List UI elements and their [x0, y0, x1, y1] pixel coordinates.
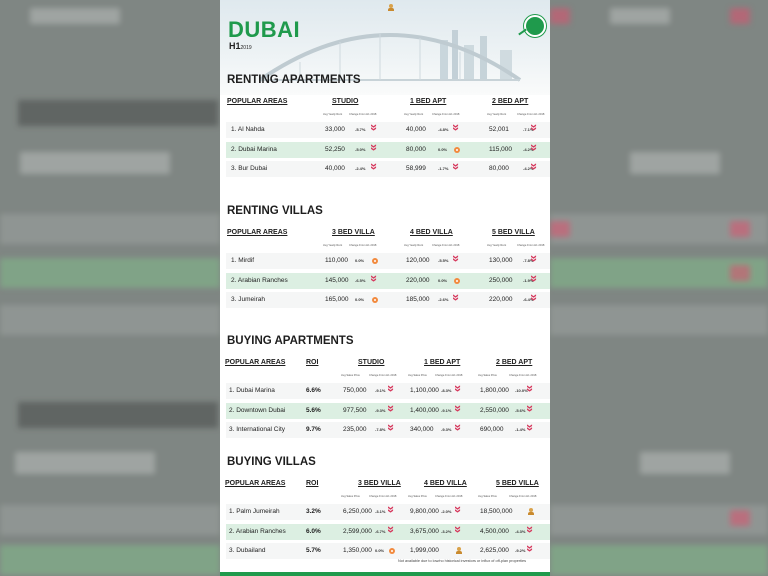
- change-value: -9.1%: [441, 407, 452, 413]
- sub-label-value: Avg Yearly Rent: [323, 244, 343, 247]
- area-name: 3. Dubailand: [229, 547, 266, 554]
- change-value: -3.2%: [441, 528, 452, 534]
- sub-label-value: Avg Yearly Rent: [404, 113, 424, 116]
- down-arrow-icon: [389, 508, 397, 516]
- roi-value: 6.0%: [306, 527, 321, 535]
- price-value: 9,800,000: [410, 508, 439, 515]
- price-value: 750,000: [343, 387, 367, 394]
- price-value: 40,000: [406, 126, 426, 133]
- change-value: -9.2%: [515, 548, 526, 553]
- home-search-logo-icon: [524, 15, 546, 37]
- price-value: 145,000: [325, 276, 349, 284]
- price-value: 18,500,000: [480, 508, 513, 515]
- price-value: 52,250: [325, 145, 345, 153]
- change-value: -5.7%: [355, 127, 366, 132]
- column-header: STUDIO: [332, 98, 359, 105]
- sub-label-change: Change From H1 2018: [435, 374, 463, 377]
- sub-label-value: Avg Sales Price: [478, 495, 497, 498]
- change-value: -6.5%: [355, 277, 366, 283]
- sub-label-value: Avg Yearly Rent: [487, 244, 507, 247]
- change-value: -9.3%: [441, 427, 452, 432]
- area-name: 2. Arabian Ranches: [229, 527, 286, 535]
- area-name: 3. Jumeirah: [231, 296, 265, 303]
- down-arrow-icon: [532, 126, 540, 134]
- area-name: 1. Palm Jumeirah: [229, 508, 280, 515]
- price-value: 1,800,000: [480, 387, 509, 394]
- change-value: -2.0%: [441, 509, 452, 514]
- price-value: 185,000: [406, 296, 430, 303]
- roi-value: 9.7%: [306, 426, 321, 433]
- bottom-bar: [220, 572, 550, 576]
- change-value: -1.4%: [515, 427, 526, 432]
- sub-label-change: Change From H1 2018: [349, 244, 377, 247]
- price-value: 40,000: [325, 165, 345, 172]
- no-change-icon: [389, 548, 395, 554]
- area-name: 2. Dubai Marina: [231, 145, 277, 153]
- down-arrow-icon: [532, 257, 540, 265]
- change-value: -5.5%: [438, 258, 449, 263]
- column-header: 2 BED APT: [492, 98, 529, 105]
- down-arrow-icon: [454, 257, 462, 265]
- popular-areas-header: POPULAR AREAS: [227, 98, 288, 105]
- price-value: 235,000: [343, 426, 367, 433]
- down-arrow-icon: [454, 165, 462, 173]
- table-row: [226, 122, 550, 138]
- price-value: 340,000: [410, 426, 434, 433]
- sub-label-value: Avg Yearly Rent: [487, 113, 507, 116]
- sub-label-change: Change From H1 2018: [509, 495, 537, 498]
- sub-label-change: Change From H1 2018: [517, 244, 545, 247]
- area-name: 3. International City: [229, 426, 286, 433]
- not-available-icon: [528, 508, 534, 515]
- roi-value: 6.6%: [306, 387, 321, 394]
- down-arrow-icon: [456, 407, 464, 415]
- column-header: 1 BED APT: [424, 359, 461, 366]
- roi-value: 3.2%: [306, 508, 321, 515]
- price-value: 2,599,000: [343, 527, 372, 535]
- table-row: [226, 524, 550, 540]
- column-header: STUDIO: [358, 359, 385, 366]
- sub-label-change: Change From H1 2018: [369, 374, 397, 377]
- price-value: 130,000: [489, 257, 513, 264]
- section-title: RENTING APARTMENTS: [227, 74, 361, 86]
- table-row: [226, 422, 550, 438]
- area-name: 2. Arabian Ranches: [231, 276, 288, 284]
- change-value: -9.3%: [375, 407, 386, 413]
- not-available-icon: [456, 547, 462, 554]
- price-value: 120,000: [406, 257, 430, 264]
- sub-label-change: Change From H1 2018: [435, 495, 463, 498]
- sub-label-value: Avg Sales Price: [341, 374, 360, 377]
- no-change-icon: [372, 297, 378, 303]
- price-value: 220,000: [489, 296, 513, 303]
- blurred-backdrop-left: [0, 0, 220, 576]
- price-value: 165,000: [325, 296, 349, 303]
- down-arrow-icon: [528, 547, 536, 555]
- sub-label-change: Change From H1 2018: [509, 374, 537, 377]
- price-value: 977,500: [343, 406, 367, 414]
- price-value: 58,999: [406, 165, 426, 172]
- change-value: -4.2%: [523, 146, 534, 152]
- sub-label-value: Avg Sales Price: [408, 495, 427, 498]
- price-value: 33,000: [325, 126, 345, 133]
- price-value: 2,550,000: [480, 406, 509, 414]
- price-value: 1,100,000: [410, 387, 439, 394]
- column-header: 3 BED VILLA: [332, 229, 375, 236]
- table-row: [226, 273, 550, 289]
- section-title: BUYING VILLAS: [227, 456, 316, 468]
- change-value: -10.0%: [515, 388, 528, 393]
- price-value: 80,000: [406, 145, 426, 153]
- table-row: [226, 292, 550, 308]
- change-value: -9.1%: [375, 388, 386, 393]
- sub-label-change: Change From H1 2018: [369, 495, 397, 498]
- sub-label-value: Avg Sales Price: [341, 495, 360, 498]
- table-row: [226, 403, 550, 419]
- sub-label-change: Change From H1 2018: [517, 113, 545, 116]
- sub-label-value: Avg Yearly Rent: [404, 244, 424, 247]
- sub-label-value: Avg Sales Price: [478, 374, 497, 377]
- change-value: -7.8%: [523, 258, 534, 263]
- change-value: -8.3%: [441, 388, 452, 393]
- popular-areas-header: POPULAR AREAS: [225, 480, 286, 487]
- down-arrow-icon: [528, 528, 536, 536]
- sub-label-value: Avg Yearly Rent: [323, 113, 343, 116]
- price-value: 220,000: [406, 276, 430, 284]
- table-row: [226, 161, 550, 177]
- change-value: -1.7%: [438, 166, 449, 171]
- area-name: 1. Al Nahda: [231, 126, 265, 133]
- area-name: 2. Downtown Dubai: [229, 406, 286, 414]
- price-value: 690,000: [480, 426, 504, 433]
- roi-value: 5.6%: [306, 406, 321, 414]
- table-row: [226, 543, 550, 559]
- down-arrow-icon: [532, 146, 540, 154]
- period-label: H12019: [229, 41, 252, 51]
- area-name: 1. Dubai Marina: [229, 387, 275, 394]
- roi-value: 5.7%: [306, 547, 321, 554]
- area-name: 1. Mirdif: [231, 257, 255, 264]
- city-title: DUBAI: [228, 17, 301, 42]
- change-value: 0.0%: [438, 277, 448, 283]
- footnote: Not available due to low/no historical investors or influx of off-plan properties: [398, 559, 527, 563]
- down-arrow-icon: [532, 277, 540, 285]
- down-arrow-icon: [454, 126, 462, 134]
- down-arrow-icon: [389, 387, 397, 395]
- no-change-icon: [454, 147, 460, 153]
- popular-areas-header: POPULAR AREAS: [227, 229, 288, 236]
- down-arrow-icon: [372, 277, 380, 285]
- down-arrow-icon: [389, 528, 397, 536]
- change-value: -5.0%: [355, 146, 366, 152]
- down-arrow-icon: [372, 165, 380, 173]
- change-value: -6.7%: [375, 528, 386, 534]
- section-title: RENTING VILLAS: [227, 205, 323, 217]
- change-value: 0.0%: [355, 258, 365, 263]
- down-arrow-icon: [454, 296, 462, 304]
- change-value: -4.2%: [523, 166, 534, 171]
- change-value: -3.1%: [375, 509, 386, 514]
- down-arrow-icon: [532, 165, 540, 173]
- no-change-icon: [372, 258, 378, 264]
- table-row: [226, 383, 550, 399]
- price-value: 4,500,000: [480, 527, 509, 535]
- change-value: 0.0%: [355, 297, 365, 302]
- down-arrow-icon: [456, 387, 464, 395]
- price-value: 1,400,000: [410, 406, 439, 414]
- sub-label-value: Avg Sales Price: [408, 374, 427, 377]
- change-value: -7.1%: [523, 127, 534, 132]
- table-row: [226, 253, 550, 269]
- change-value: -2.4%: [355, 166, 366, 171]
- price-value: 3,675,000: [410, 527, 439, 535]
- down-arrow-icon: [389, 407, 397, 415]
- area-name: 3. Bur Dubai: [231, 165, 268, 172]
- price-value: 250,000: [489, 276, 513, 284]
- report-page: [220, 0, 550, 576]
- table-row: [226, 142, 550, 158]
- column-header: 1 BED APT: [410, 98, 447, 105]
- change-value: -1.9%: [523, 277, 534, 283]
- change-value: -4.8%: [438, 127, 449, 132]
- column-header: 4 BED VILLA: [424, 480, 467, 487]
- down-arrow-icon: [372, 126, 380, 134]
- change-value: 0.0%: [375, 548, 385, 553]
- change-value: 0.0%: [438, 146, 448, 152]
- down-arrow-icon: [528, 426, 536, 434]
- down-arrow-icon: [528, 407, 536, 415]
- column-header: 4 BED VILLA: [410, 229, 453, 236]
- down-arrow-icon: [456, 426, 464, 434]
- section-title: BUYING APARTMENTS: [227, 335, 354, 347]
- change-value: -2.6%: [438, 297, 449, 302]
- roi-header: ROI: [306, 480, 319, 487]
- change-value: -7.8%: [375, 427, 386, 432]
- sub-label-change: Change From H1 2018: [349, 113, 377, 116]
- price-value: 1,999,000: [410, 547, 439, 554]
- price-value: 52,001: [489, 126, 509, 133]
- roi-header: ROI: [306, 359, 319, 366]
- no-change-icon: [454, 278, 460, 284]
- sub-label-change: Change From H1 2018: [432, 113, 460, 116]
- change-value: -5.6%: [515, 407, 526, 413]
- popular-areas-header: POPULAR AREAS: [225, 359, 286, 366]
- column-header: 3 BED VILLA: [358, 480, 401, 487]
- column-header: 5 BED VILLA: [496, 480, 539, 487]
- column-header: 5 BED VILLA: [492, 229, 535, 236]
- blurred-backdrop-right: [550, 0, 768, 576]
- column-header: 2 BED APT: [496, 359, 533, 366]
- price-value: 2,625,000: [480, 547, 509, 554]
- change-value: -6.4%: [523, 297, 534, 302]
- price-value: 80,000: [489, 165, 509, 172]
- price-value: 1,350,000: [343, 547, 372, 554]
- down-arrow-icon: [528, 387, 536, 395]
- change-value: -4.3%: [515, 528, 526, 534]
- price-value: 6,250,000: [343, 508, 372, 515]
- sub-label-change: Change From H1 2018: [432, 244, 460, 247]
- down-arrow-icon: [456, 528, 464, 536]
- price-value: 110,000: [325, 257, 349, 264]
- down-arrow-icon: [532, 296, 540, 304]
- down-arrow-icon: [372, 146, 380, 154]
- table-row: [226, 504, 550, 520]
- down-arrow-icon: [389, 426, 397, 434]
- price-value: 115,000: [489, 145, 513, 153]
- not-available-icon: [388, 4, 394, 11]
- down-arrow-icon: [456, 508, 464, 516]
